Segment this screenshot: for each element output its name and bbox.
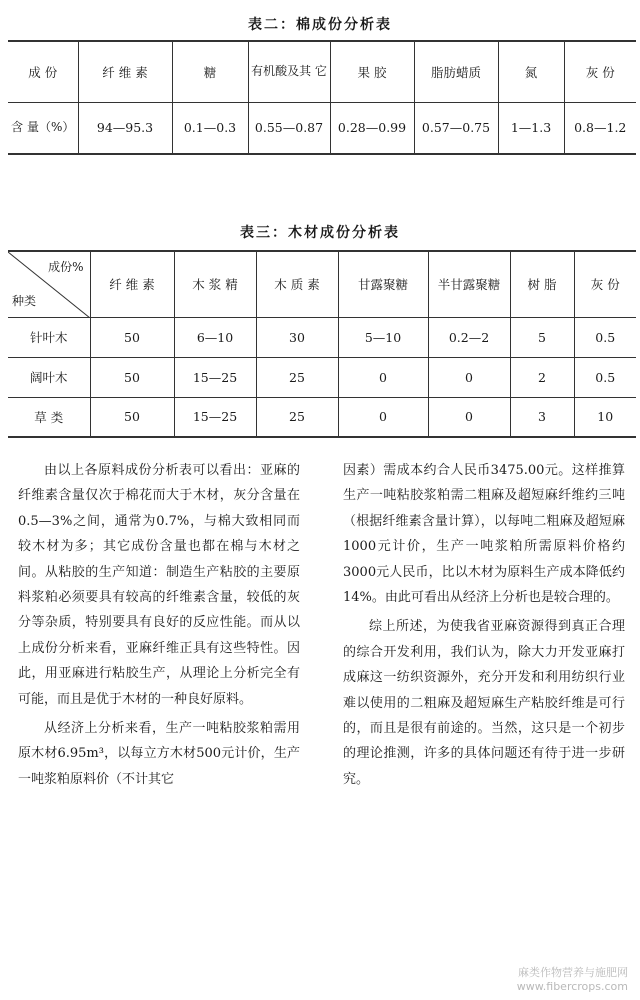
- table2-cell: 0.8—1.2: [564, 102, 636, 154]
- watermark: [517, 966, 628, 994]
- table2-cell: 1—1.3: [498, 102, 564, 154]
- table3-cell: 5: [510, 317, 574, 357]
- table2-cell: 94—95.3: [78, 102, 172, 154]
- table3-cell: 6—10: [174, 317, 256, 357]
- table3-header: 木 浆 精: [174, 251, 256, 317]
- body-column-right: [343, 458, 625, 792]
- table3-header: 半甘露聚糖: [428, 251, 510, 317]
- table3-cell: 15—25: [174, 397, 256, 437]
- table3-corner-bottom: 种类: [12, 293, 37, 308]
- table2-header: 纤 维 素: [78, 41, 172, 102]
- body-column-left: [18, 458, 300, 792]
- table3-row: [8, 317, 636, 357]
- table2-header: 果 胶: [330, 41, 414, 102]
- table3-cell: 阔叶木: [8, 357, 90, 397]
- table3-cell: 10: [574, 397, 636, 437]
- table3-caption: 表三：木材成份分析表: [240, 225, 400, 241]
- table2-header: 灰 份: [564, 41, 636, 102]
- table3-header: 木 质 素: [256, 251, 338, 317]
- table3-cell: 2: [510, 357, 574, 397]
- table3-cell: 0.5: [574, 317, 636, 357]
- table3-cell: 25: [256, 357, 338, 397]
- watermark-site-name: 麻类作物营养与施肥网: [518, 966, 628, 979]
- table3-cell: 草 类: [34, 409, 64, 425]
- body-paragraph: 从经济上分析来看，生产一吨粘胶浆粕需用原木材6.95m³，以每立方木材500元计价，生产一吨浆粕原料价（不计其它: [18, 721, 300, 787]
- table2-header: 糖: [172, 41, 248, 102]
- table2-cotton-composition: [8, 40, 636, 155]
- table2-header: 脂肪蜡质: [414, 41, 498, 102]
- table3-cell: 50: [90, 317, 174, 357]
- table3-cell: 3: [510, 397, 574, 437]
- table2-cell: 0.1—0.3: [172, 102, 248, 154]
- table2-cell: 0.55—0.87: [248, 102, 330, 154]
- table3-corner-top: 成份%: [48, 260, 84, 274]
- table3-header-row: [8, 251, 636, 317]
- table3-cell: 0: [428, 397, 510, 437]
- table3-cell: 0: [338, 397, 428, 437]
- table2-caption: 表二：棉成份分析表: [248, 17, 392, 33]
- table3-cell: 50: [90, 357, 174, 397]
- table2-header: 有机酸及其 它: [248, 41, 330, 102]
- table3-cell: 5—10: [338, 317, 428, 357]
- table3-corner-cell: [8, 251, 90, 317]
- table3-row: [8, 357, 636, 397]
- body-paragraph: 综上所述，为使我省亚麻资源得到真正合理的综合开发利用，我们认为，除大力开发亚麻打成麻这一纺织资源外，充分开发和利用纺织行业难以使用的二粗麻及超短麻生产粘胶纤维是可行的，而且是很有前途的。当然，这只是一个初步的理论推测，许多的具体问题还有待于进一步研究。: [343, 619, 625, 787]
- table2-cell: 0.57—0.75: [414, 102, 498, 154]
- table3-cell: 针叶木: [8, 317, 90, 357]
- table3-cell: 50: [90, 397, 174, 437]
- table3-cell: 0: [428, 357, 510, 397]
- table3-cell: 30: [256, 317, 338, 357]
- table3-cell: 25: [256, 397, 338, 437]
- table2-header: 氮: [498, 41, 564, 102]
- table3-header: 树 脂: [510, 251, 574, 317]
- watermark-url: www.fibercrops.com: [516, 980, 628, 993]
- table3-wood-composition: [8, 250, 636, 438]
- table3-header: 纤 维 素: [90, 251, 174, 317]
- table2-cell: 0.28—0.99: [330, 102, 414, 154]
- table3-cell: 0.5: [574, 357, 636, 397]
- table2-row: [8, 102, 636, 154]
- table3-row: [8, 397, 636, 437]
- table3-cell: 0: [338, 357, 428, 397]
- table2-cell: 含 量（%）: [11, 119, 75, 134]
- body-paragraph: 由以上各原料成份分析表可以看出：亚麻的纤维素含量仅次于棉花而大于木材，灰分含量在0.5—3%之间，通常为0.7%，与棉大致相同而较木材为多；其它成份含量也都在棉与木材之间。从粘胶的生产知道：制造生产粘胶的主要原料浆粕必须要具有较高的纤维素含量，较低的灰分等杂质，特别要具有良好的反应性能。而从以上成份分析来看，亚麻纤维正具有这些特性。因此，用亚麻进行粘胶生产，从理论上分析完全有可能，而且是优于木材的一种良好原料。: [18, 463, 300, 707]
- table3-cell: 15—25: [174, 357, 256, 397]
- table3-header: 灰 份: [574, 251, 636, 317]
- body-paragraph: 因素）需成本约合人民币3475.00元。这样推算生产一吨粘胶浆粕需二粗麻及超短麻纤维约三吨（根据纤维素含量计算），以每吨二粗麻及超短麻1000元计价，生产一吨浆粕所需原料价格约3000元人民币，比以木材为原料生产成本降低约14%。由此可看出从经济上分析也是较合理的。: [343, 463, 625, 606]
- table2-header: 成 份: [8, 41, 78, 102]
- table3-header: 甘露聚糖: [338, 251, 428, 317]
- table3-cell: 0.2—2: [428, 317, 510, 357]
- table2-header-row: [8, 41, 636, 102]
